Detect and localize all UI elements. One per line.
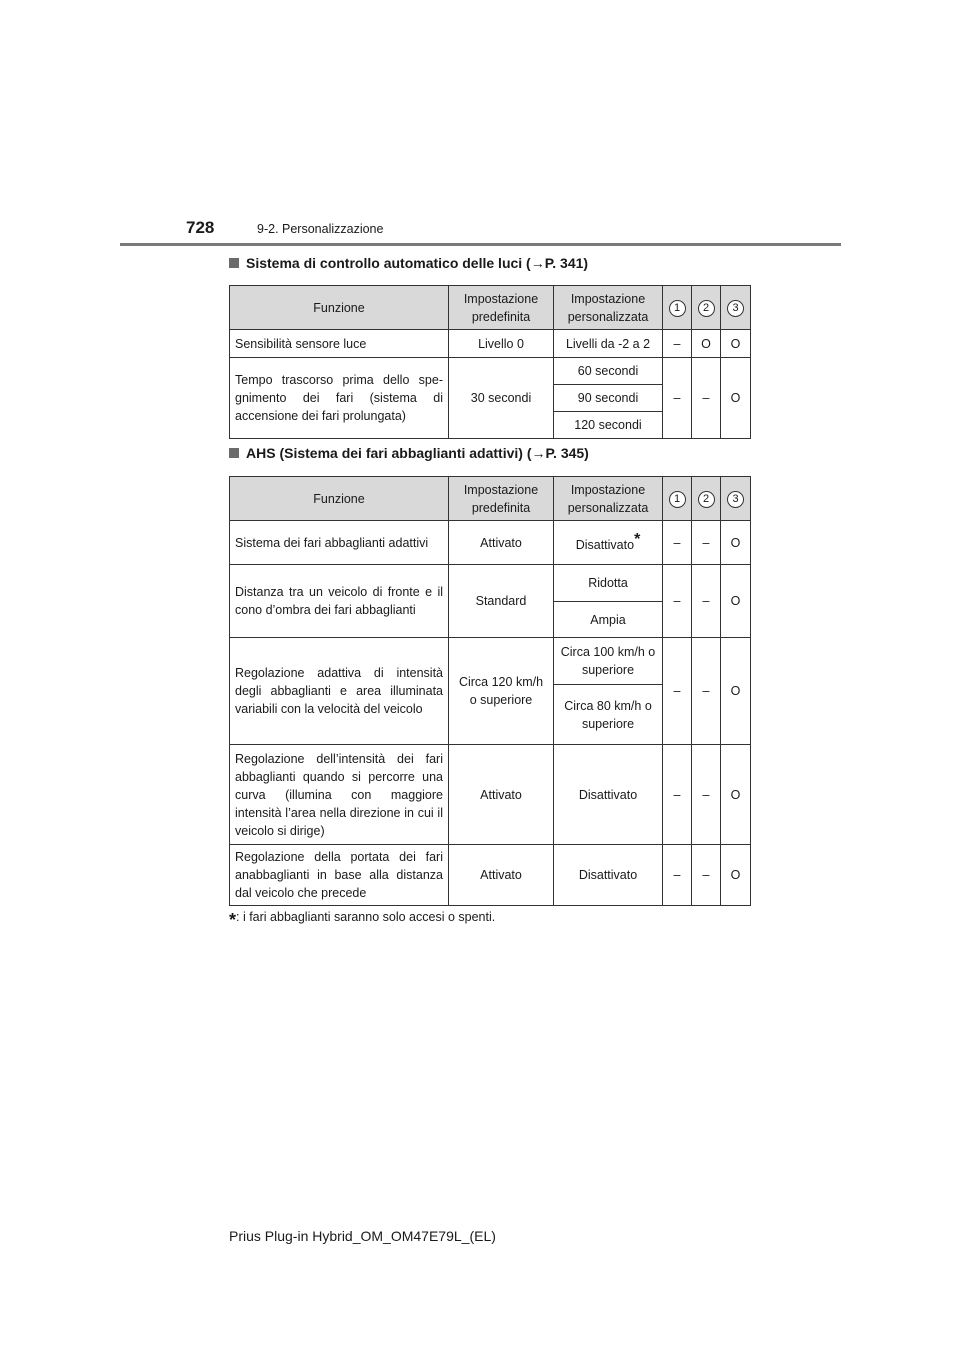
col1-cell: – <box>663 565 692 638</box>
col-header-3 <box>721 477 751 521</box>
default-cell: Attivato <box>449 521 554 565</box>
col3-cell: O <box>721 745 751 845</box>
table-header-row <box>230 286 751 330</box>
col-header-1 <box>663 477 692 521</box>
custom-cell: Circa 80 km/h o superiore <box>554 685 663 745</box>
custom-cell: Circa 100 km/h o superiore <box>554 638 663 685</box>
col1-cell: – <box>663 358 692 439</box>
function-cell: Distanza tra un veicolo di fronte e il cono d’ombra dei fari abbaglianti <box>230 565 449 638</box>
footer-document-title: Prius Plug-in Hybrid_OM_OM47E79L_(EL) <box>229 1228 496 1244</box>
default-cell: Attivato <box>449 845 554 906</box>
col-header-function: Funzione <box>230 286 449 330</box>
function-cell: Regolazione dell’intensità dei fari abbaglianti quando si percorre una curva (illumina con maggiore intensità l’area nella direzione in cui il veicolo si dirige) <box>230 745 449 845</box>
col-header-2 <box>692 286 721 330</box>
col-header-3 <box>721 286 751 330</box>
col3-cell: O <box>721 358 751 439</box>
circled-3-icon: 3 <box>727 300 744 317</box>
footnote-star: * <box>634 530 641 548</box>
square-bullet-icon <box>229 258 239 268</box>
custom-cell: 60 secondi <box>554 358 663 385</box>
default-cell: 30 secondi <box>449 358 554 439</box>
function-cell: Regolazione della portata dei fari anabbaglianti in base alla distanza dal veicolo che precede <box>230 845 449 906</box>
heading-text: Sistema di controllo automatico delle luci ( <box>246 255 531 271</box>
table-row <box>230 358 751 385</box>
col1-cell: – <box>663 845 692 906</box>
default-cell: Circa 120 km/h o superiore <box>449 638 554 745</box>
table-header-row <box>230 477 751 521</box>
col1-cell: – <box>663 330 692 358</box>
col-header-custom: Impostazione personalizzata <box>554 286 663 330</box>
default-cell: Standard <box>449 565 554 638</box>
function-cell: Regolazione adattiva di intensità degli abbaglianti e area illuminata variabili con la velocità del veicolo <box>230 638 449 745</box>
col3-cell: O <box>721 330 751 358</box>
circled-1-icon: 1 <box>669 300 686 317</box>
heading-text: AHS (Sistema dei fari abbaglianti adattivi) ( <box>246 445 532 461</box>
square-bullet-icon <box>229 448 239 458</box>
page-reference: P. 345) <box>545 445 589 461</box>
col2-cell: O <box>692 330 721 358</box>
default-cell: Livello 0 <box>449 330 554 358</box>
table-row <box>230 845 751 906</box>
page-reference: P. 341) <box>544 255 589 271</box>
arrow-right-icon: → <box>531 445 546 461</box>
function-cell: Tempo trascorso prima dello spegnimento dei fari (sistema di accensione dei fari prolungata) <box>230 358 449 439</box>
col1-cell: – <box>663 745 692 845</box>
function-cell: Sistema dei fari abbaglianti adattivi <box>230 521 449 565</box>
col1-cell: – <box>663 638 692 745</box>
col2-cell: – <box>692 521 721 565</box>
section-heading-ahs <box>229 445 589 461</box>
col1-cell: – <box>663 521 692 565</box>
custom-cell: 120 secondi <box>554 412 663 439</box>
circled-2-icon: 2 <box>698 491 715 508</box>
arrow-right-icon: → <box>530 255 545 271</box>
col3-cell: O <box>721 638 751 745</box>
table-row <box>230 330 751 358</box>
header-rule <box>120 243 841 246</box>
table-row <box>230 638 751 685</box>
custom-cell: Ampia <box>554 602 663 638</box>
custom-value: Disattivato <box>575 538 635 553</box>
default-cell: Attivato <box>449 745 554 845</box>
custom-cell <box>554 521 663 565</box>
footnote-star: * <box>229 910 237 930</box>
col3-cell: O <box>721 521 751 565</box>
circled-3-icon: 3 <box>727 491 744 508</box>
col2-cell: – <box>692 745 721 845</box>
table-row <box>230 745 751 845</box>
col-header-function: Funzione <box>230 477 449 521</box>
custom-cell: Ridotta <box>554 565 663 602</box>
custom-cell: 90 secondi <box>554 385 663 412</box>
custom-cell: Livelli da -2 a 2 <box>554 330 663 358</box>
footnote-text: : i fari abbaglianti saranno solo accesi o spenti. <box>236 910 496 924</box>
col-header-2 <box>692 477 721 521</box>
section-heading-light-control <box>229 255 588 271</box>
col2-cell: – <box>692 845 721 906</box>
col2-cell: – <box>692 638 721 745</box>
function-cell: Sensibilità sensore luce <box>230 330 449 358</box>
circled-2-icon: 2 <box>698 300 715 317</box>
ahs-table <box>229 476 751 906</box>
col-header-1 <box>663 286 692 330</box>
custom-cell: Disattivato <box>554 745 663 845</box>
circled-1-icon: 1 <box>669 491 686 508</box>
footnote <box>229 910 495 931</box>
custom-cell: Disattivato <box>554 845 663 906</box>
page-number: 728 <box>186 218 215 237</box>
table-row <box>230 521 751 565</box>
col-header-custom: Impostazione personalizzata <box>554 477 663 521</box>
section-label: 9-2. Personalizzazione <box>257 222 384 236</box>
col2-cell: – <box>692 358 721 439</box>
light-control-table <box>229 285 751 439</box>
col-header-default: Impostazione predefinita <box>449 477 554 521</box>
table-row <box>230 565 751 602</box>
col3-cell: O <box>721 565 751 638</box>
col2-cell: – <box>692 565 721 638</box>
col3-cell: O <box>721 845 751 906</box>
col-header-default: Impostazione predefinita <box>449 286 554 330</box>
